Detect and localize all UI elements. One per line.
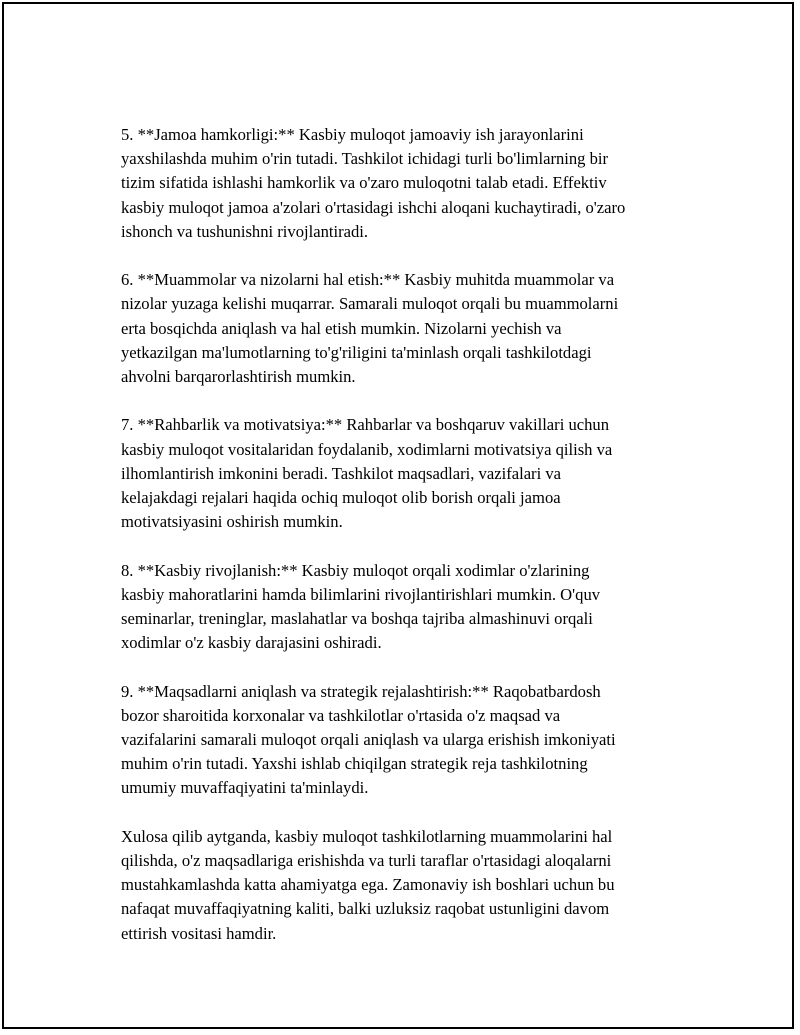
text-line: ishonch va tushunishni rivojlantiradi. xyxy=(121,221,369,241)
text-line: 8. **Kasbiy rivojlanish:** Kasbiy muloqot orqali xodimlar o'zlarining xyxy=(121,560,590,580)
paragraph-strategic-planning xyxy=(121,680,691,801)
text-line: kasbiy muloqot jamoa a'zolari o'rtasidagi ishchi aloqani kuchaytiradi, o'zaro xyxy=(121,197,626,217)
paragraph-conclusion xyxy=(121,825,691,946)
text-line: 6. **Muammolar va nizolarni hal etish:** Kasbiy muhitda muammolar va xyxy=(121,270,615,290)
text-line: yetkazilgan ma'lumotlarning to'g'riligini ta'minlash orqali tashkilotdagi xyxy=(121,342,592,362)
text-line: yaxshilashda muhim o'rin tutadi. Tashkilot ichidagi turli bo'limlarning bir xyxy=(121,149,609,169)
text-line: Xulosa qilib aytganda, kasbiy muloqot tashkilotlarning muammolarini hal xyxy=(121,826,613,846)
text-line: mustahkamlashda katta ahamiyatga ega. Zamonaviy ish boshlari uchun bu xyxy=(121,875,615,895)
text-line: ilhomlantirish imkonini beradi. Tashkilot maqsadlari, vazifalari va xyxy=(121,463,562,483)
text-line: xodimlar o'z kasbiy darajasini oshiradi. xyxy=(121,633,382,653)
text-line: qilishda, o'z maqsadlariga erishishda va turli taraflar o'rtasidagi aloqalarni xyxy=(121,851,612,871)
text-line: kasbiy mahoratlarini hamda bilimlarini rivojlantirishlari mumkin. O'quv xyxy=(121,584,601,604)
text-line: seminarlar, treninglar, maslahatlar va boshqa tajriba almashinuvi orqali xyxy=(121,609,593,629)
text-line: 9. **Maqsadlarni aniqlash va strategik rejalashtirish:** Raqobatbardosh xyxy=(121,681,601,701)
text-line: bozor sharoitida korxonalar va tashkilotlar o'rtasida o'z maqsad va xyxy=(121,705,561,725)
text-line: nizolar yuzaga kelishi muqarrar. Samarali muloqot orqali bu muammolarni xyxy=(121,294,619,314)
text-line: 5. **Jamoa hamkorligi:** Kasbiy muloqot jamoaviy ish jarayonlarini xyxy=(121,125,584,144)
paragraph-conflict-resolution xyxy=(121,268,691,389)
text-line: ahvolni barqarorlashtirish mumkin. xyxy=(121,367,356,387)
page-frame xyxy=(2,2,794,1029)
text-line: 7. **Rahbarlik va motivatsiya:** Rahbarlar va boshqaruv vakillari uchun xyxy=(121,415,610,435)
text-line: vazifalarini samarali muloqot orqali aniqlash va ularga erishish imkoniyati xyxy=(121,730,616,750)
paragraph-teamwork xyxy=(121,123,691,244)
paragraph-professional-development xyxy=(121,559,691,656)
text-line: muhim o'rin tutadi. Yaxshi ishlab chiqilgan strategik reja tashkilotning xyxy=(121,754,588,774)
text-line: kelajakdagi rejalari haqida ochiq muloqot olib borish orqali jamoa xyxy=(121,488,561,508)
text-line: tizim sifatida ishlashi hamkorlik va o'zaro muloqotni talab etadi. Effektiv xyxy=(121,173,607,193)
text-line: kasbiy muloqot vositalaridan foydalanib, xodimlarni motivatsiya qilish va xyxy=(121,439,613,459)
text-line: umumiy muvaffaqiyatini ta'minlaydi. xyxy=(121,778,369,798)
text-line: erta bosqichda aniqlash va hal etish mumkin. Nizolarni yechish va xyxy=(121,318,562,338)
text-line: nafaqat muvaffaqiyatning kaliti, balki uzluksiz raqobat ustunligini davom xyxy=(121,899,610,919)
text-line: ettirish vositasi hamdir. xyxy=(121,923,277,943)
paragraph-leadership xyxy=(121,413,691,534)
text-line: motivatsiyasini oshirish mumkin. xyxy=(121,512,343,532)
document-body xyxy=(121,123,691,970)
